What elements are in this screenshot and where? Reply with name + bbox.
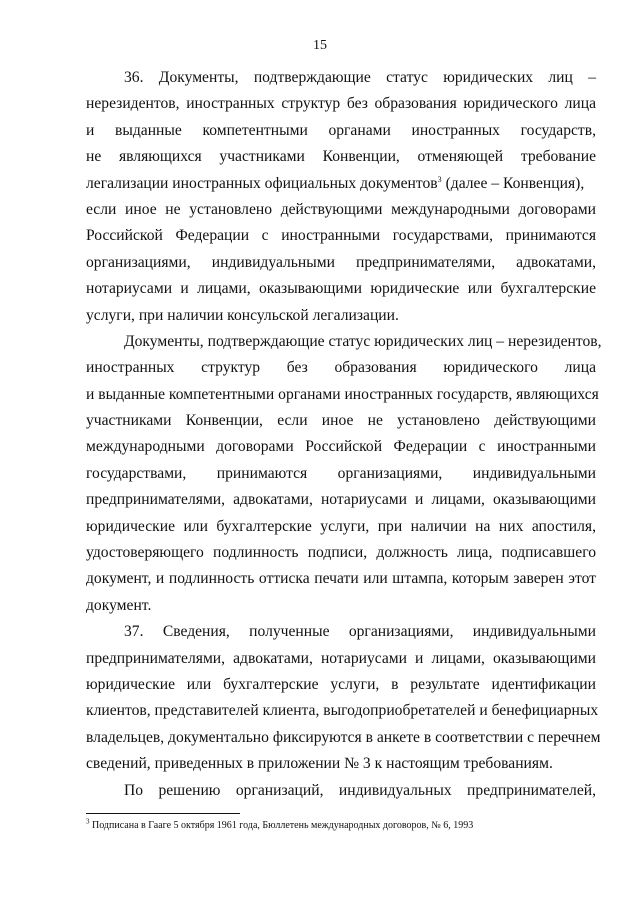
text-line: удостоверяющего подлинность подписи, должность лица, подписавшего — [86, 544, 596, 562]
text-line: клиентов, представителей клиента, выгодоприобретателей и бенефициарных — [86, 702, 599, 720]
text-line: Документы, подтверждающие статус юридических лиц – нерезидентов, — [124, 332, 602, 350]
text-line: нотариусами и лицами, оказывающими юридические или бухгалтерские — [86, 280, 596, 298]
footnote-marker: 3 — [86, 817, 90, 826]
text-line: юридические или бухгалтерские услуги, в результате идентификации — [86, 675, 596, 693]
text-line: По решению организаций, индивидуальных предпринимателей, — [124, 781, 596, 799]
text-line: предпринимателями, адвокатами, нотариусами и лицами, оказывающими — [86, 649, 596, 667]
text-line: если иное не установлено действующими международными договорами — [86, 200, 596, 218]
footnote-reference[interactable]: 3 — [437, 174, 442, 184]
text-line: государствами, принимаются организациями, индивидуальными — [86, 464, 596, 482]
text-line: сведений, приведенных в приложении № 3 к настоящим требованиям. — [86, 755, 553, 773]
text-line: и выданные компетентными органами иностранных государств, являющихся — [86, 385, 599, 403]
text-line: Российской Федерации с иностранными государствами, принимаются — [86, 227, 596, 245]
text-line: 36. Документы, подтверждающие статус юридических лиц – — [124, 69, 596, 86]
text-line: услуги, при наличии консульской легализации. — [86, 306, 399, 324]
page-number: 15 — [313, 38, 327, 53]
text-line: нерезидентов, иностранных структур без образования юридического лица — [86, 95, 596, 113]
footnote-text: Подписана в Гааге 5 октября 1961 года, Бюллетень международных договоров, № 6, 1993 — [89, 820, 474, 831]
text-line: организациями, индивидуальными предпринимателями, адвокатами, — [86, 253, 596, 271]
text-line: иностранных структур без образования юридического лица — [86, 359, 596, 377]
page-body — [86, 65, 602, 804]
footnote-divider — [86, 813, 240, 814]
text-line: не являющихся участниками Конвенции, отменяющей требование — [86, 148, 596, 166]
text-line: 37. Сведения, полученные организациями, индивидуальными — [124, 623, 596, 641]
text-line: международными договорами Российской Федерации с иностранными — [86, 438, 596, 456]
text-line-part: легализации иностранных официальных документов — [86, 174, 438, 192]
text-line: юридические или бухгалтерские услуги, при наличии на них апостиля, — [86, 517, 596, 535]
text-line — [86, 171, 596, 197]
text-line: документ. — [86, 596, 152, 614]
text-line: владельцев, документально фиксируются в анкете в соответствии с перечнем — [86, 728, 601, 746]
text-line: участниками Конвенции, если иное не установлено действующими — [86, 412, 596, 430]
footnote — [86, 817, 596, 832]
text-line: предпринимателями, адвокатами, нотариусами и лицами, оказывающими — [86, 491, 596, 509]
text-line: документ, и подлинность оттиска печати или штампа, которым заверен этот — [86, 570, 596, 588]
text-line-part: (далее – Конвенция), — [441, 174, 585, 192]
text-line: и выданные компетентными органами иностранных государств, — [86, 121, 596, 139]
